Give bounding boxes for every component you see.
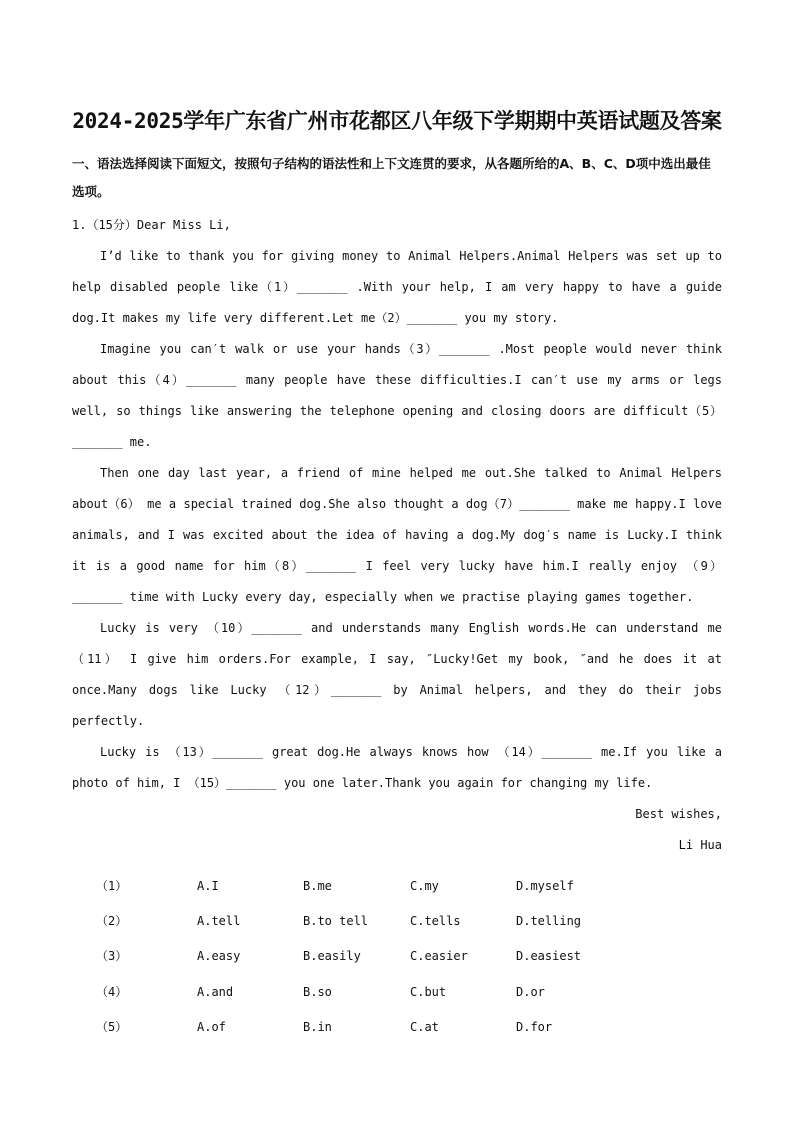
option-number: （4）: [96, 984, 128, 999]
option-d: D.easiest: [516, 949, 582, 964]
option-d: D.telling: [516, 914, 582, 929]
passage-paragraph: Lucky is （13）_______ great dog.He always knows how （14）_______ me.If you like a photo of him, I （15）_______ you one later.Thank you again for changing my life.: [72, 745, 722, 790]
option-c: C.but: [410, 984, 447, 999]
option-row: [72, 939, 722, 974]
passage-paragraph: I’d like to thank you for giving money to Animal Helpers.Animal Helpers was set up to help disabled people like（1）_______ .With your help, I am very happy to have a guide dog.It makes my life very different.Let me（2）_______ you my story.: [72, 249, 722, 325]
letter-signature: Li Hua: [678, 838, 722, 852]
option-a: A.I: [197, 879, 219, 893]
option-d: D.myself: [516, 879, 574, 893]
option-number: （1）: [96, 879, 128, 893]
passage-paragraph: Then one day last year, a friend of mine helped me out.She talked to Animal Helpers about（6） me a special trained dog.She also thought a dog（7）_______ make me happy.I love animals, and I was excited about the idea of having a dog.My dog′s name is Lucky.I think it is a good name for him（8）_______ I feel very lucky have him.I really enjoy （9）_______ time with Lucky every day, especially when we practise playing games together.: [72, 466, 722, 604]
option-b: B.easily: [303, 949, 361, 964]
passage-paragraph: Imagine you can′t walk or use your hands（3）_______ .Most people would never think about this（4）_______ many people have these difficulties.I can′t use my arms or legs well, so things like answering the telephone opening and closing doors are difficult（5）_______ me.: [72, 342, 722, 449]
option-number: （5）: [96, 1019, 128, 1034]
option-b: B.me: [303, 879, 332, 893]
document-page: [72, 0, 722, 1045]
option-b: B.in: [303, 1019, 332, 1034]
option-b: B.so: [303, 984, 332, 999]
option-d: D.for: [516, 1019, 553, 1034]
option-number: （3）: [96, 949, 128, 964]
option-row: [72, 1010, 722, 1045]
option-b: B.to tell: [303, 914, 369, 929]
option-c: C.my: [410, 879, 439, 893]
option-a: A.tell: [197, 914, 241, 929]
options-table: [72, 869, 722, 1045]
option-number: （2）: [96, 914, 128, 929]
option-a: A.easy: [197, 949, 241, 964]
option-row: [72, 869, 722, 904]
passage-paragraph: Lucky is very （10）_______ and understands many English words.He can understand me （11） I give him orders.For example, I say, ″Lucky!Get my book, ″and he does it at once.Many dogs like Lucky （12）_______ by Animal helpers, and they do their jobs perfectly.: [72, 621, 722, 728]
option-row: [72, 904, 722, 939]
question-label: 1.（15分）Dear Miss Li,: [72, 218, 231, 232]
option-c: C.easier: [410, 949, 468, 964]
option-d: D.or: [516, 984, 545, 999]
page-title: 2024-2025学年广东省广州市花都区八年级下学期期中英语试题及答案: [72, 109, 722, 133]
option-a: A.of: [197, 1019, 226, 1034]
option-c: C.at: [410, 1019, 439, 1034]
section-heading: 一、语法选择阅读下面短文，按照句子结构的语法性和上下文连贯的要求，从各题所给的A、B、C、D项中选出最佳选项。: [72, 156, 711, 199]
option-row: [72, 975, 722, 1010]
option-a: A.and: [197, 984, 234, 999]
letter-closing: Best wishes,: [635, 807, 722, 821]
option-c: C.tells: [410, 914, 461, 929]
